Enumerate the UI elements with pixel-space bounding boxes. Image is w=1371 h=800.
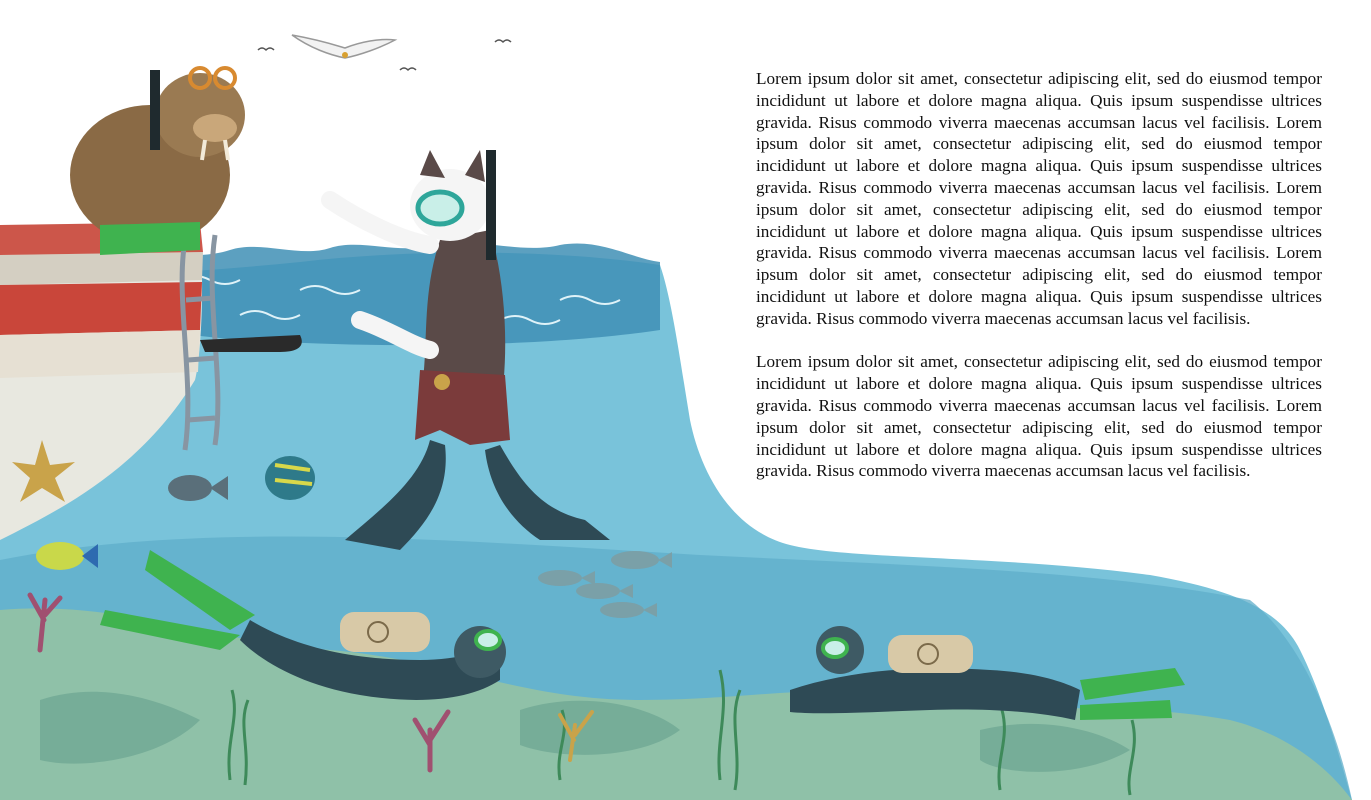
story-paragraph: Lorem ipsum dolor sit amet, consectetur adipiscing elit, sed do eiusmod tempor incididunt ut labore et dolore magna aliqua. Quis ipsum suspendisse ultrices gravida. Risus commodo viverra maecenas accumsan lacus vel facilisis. Lorem ipsum dolor sit amet, consectetur adipiscing elit, sed do eiusmod tempor incididunt ut labore et dolore magna aliqua. Quis ipsum suspendisse ultrices gravida. Risus commodo viverra maecenas accumsan lacus vel facilisis. — [756, 352, 1322, 481]
story-paragraph: Lorem ipsum dolor sit amet, consectetur adipiscing elit, sed do eiusmod tempor incididunt ut labore et dolore magna aliqua. Quis ipsum suspendisse ultrices gravida. Risus commodo viverra maecenas accumsan lacus vel facilisis. Lorem ipsum dolor sit amet, consectetur adipiscing elit, sed do eiusmod tempor incididunt ut labore et dolore magna aliqua. Quis ipsum suspendisse ultrices gravida. Risus commodo viverra maecenas accumsan lacus vel facilisis. Lorem ipsum dolor sit amet, consectetur adipiscing elit, sed do eiusmod tempor incididunt ut labore et dolore magna aliqua. Quis ipsum suspendisse ultrices gravida. Risus commodo viverra maecenas accumsan lacus vel facilisis. Lorem ipsum dolor sit amet, consectetur adipiscing elit, sed do eiusmod tempor incididunt ut labore et dolore magna aliqua. Quis ipsum suspendisse ultrices gravida. Risus commodo viverra maecenas accumsan lacus vel facilisis. — [756, 69, 1322, 328]
seagull-icon — [292, 35, 395, 58]
story-text — [756, 68, 1322, 504]
